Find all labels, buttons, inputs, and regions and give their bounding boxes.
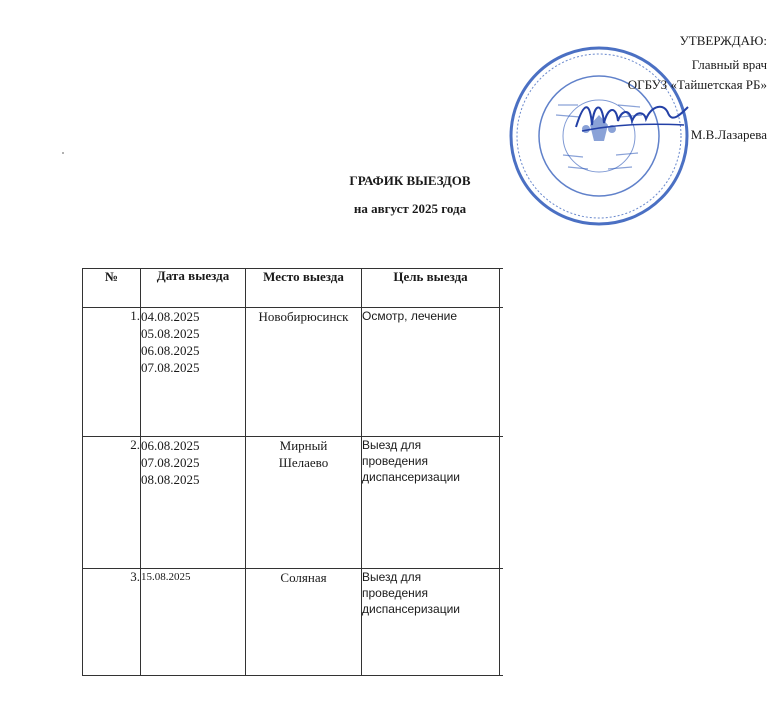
date-value: 08.08.2025 <box>141 472 200 487</box>
header-date: Дата выезда <box>141 269 246 308</box>
goal-value: проведения <box>362 586 428 600</box>
row-number: 1. <box>83 308 141 437</box>
signature-icon <box>572 95 692 140</box>
goal-value: Выезд для <box>362 438 422 452</box>
row-place <box>246 308 362 437</box>
goal-value: диспансеризации <box>362 470 461 484</box>
date-value: 05.08.2025 <box>141 326 200 341</box>
approval-heading: УТВЕРЖДАЮ: <box>679 33 767 48</box>
goal-value: Выезд для <box>362 570 422 584</box>
goal-value: Осмотр, лечение <box>362 309 458 323</box>
header-goal: Цель выезда <box>362 269 500 308</box>
place-value: Новобирюсинск <box>258 309 349 324</box>
header-extra <box>500 269 503 308</box>
place-value: Соляная <box>280 570 327 585</box>
row-extra <box>500 308 503 437</box>
approval-position: Главный врач <box>691 57 767 72</box>
row-number: 2. <box>83 437 141 569</box>
row-place <box>246 437 362 569</box>
scan-speck <box>62 152 64 154</box>
table-row <box>83 308 503 437</box>
document-subtitle: на август 2025 года <box>353 201 467 216</box>
date-value: 06.08.2025 <box>141 343 200 358</box>
date-value: 07.08.2025 <box>141 360 200 375</box>
row-goal <box>362 569 500 676</box>
date-value: 15.08.2025 <box>141 571 191 583</box>
place-value: Мирный <box>279 438 328 453</box>
approval-organization: ОГБУЗ «Тайшетская РБ» <box>627 77 767 92</box>
row-extra <box>500 437 503 569</box>
header-place: Место выезда <box>246 269 362 308</box>
date-value: 07.08.2025 <box>141 455 200 470</box>
row-number: 3. <box>83 569 141 676</box>
row-dates <box>141 308 246 437</box>
table-header-row <box>83 269 503 308</box>
place-value: Шелаево <box>278 455 329 470</box>
row-goal <box>362 437 500 569</box>
goal-value: диспансеризации <box>362 602 461 616</box>
schedule-table <box>82 268 503 676</box>
row-place <box>246 569 362 676</box>
document-title: ГРАФИК ВЫЕЗДОВ <box>349 173 471 188</box>
row-goal <box>362 308 500 437</box>
goal-value: проведения <box>362 454 428 468</box>
table-row <box>83 569 503 676</box>
approval-name: М.В.Лазарева <box>690 127 767 142</box>
row-dates <box>141 437 246 569</box>
table-row <box>83 437 503 569</box>
header-number: № <box>83 269 141 308</box>
row-dates <box>141 569 246 676</box>
row-extra <box>500 569 503 676</box>
date-value: 06.08.2025 <box>141 438 200 453</box>
date-value: 04.08.2025 <box>141 309 200 324</box>
